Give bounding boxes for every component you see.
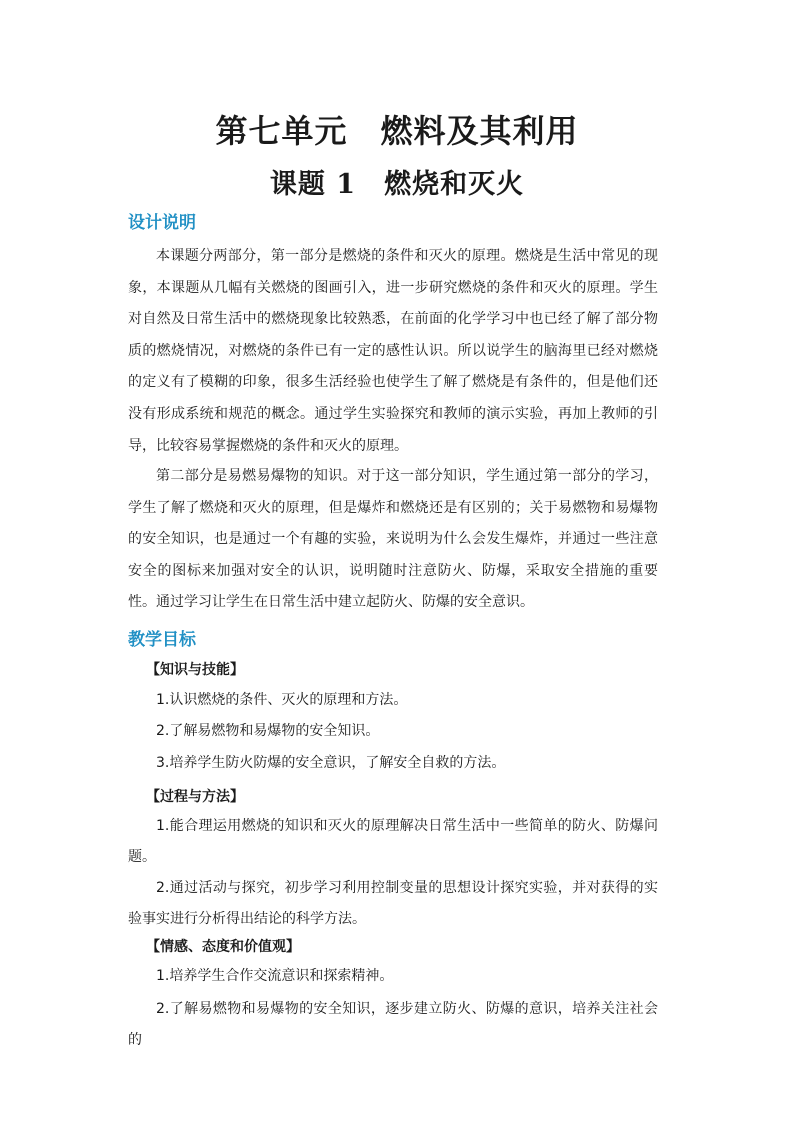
knowledge-item-1: 1.认识燃烧的条件、灭火的原理和方法。	[156, 692, 408, 708]
objectives-heading: 教学目标	[128, 630, 196, 650]
process-item-2: 2.通过活动与探究，初步学习利用控制变量的思想设计探究实验，并对获得的实验事实进行分析得出结论的科学方法。	[128, 880, 658, 927]
unit-title: 第七单元 燃料及其利用	[215, 112, 579, 150]
process-subheading: 【过程与方法】	[146, 789, 244, 805]
design-paragraph-1: 本课题分两部分，第一部分是燃烧的条件和灭火的原理。燃烧是生活中常见的现象，本课题从几幅有关燃烧的图画引入，进一步研究燃烧的条件和灭火的原理。学生对自然及日常生活中的燃烧现象比较熟悉，在前面的化学学习中也已经了解了部分物质的燃烧情况，对燃烧的条件已有一定的感性认识。所以说学生的脑海里已经对燃烧的定义有了模糊的印象，很多生活经验也使学生了解了燃烧是有条件的，但是他们还没有形成系统和规范的概念。通过学生实验探究和教师的演示实验，再加上教师的引导，比较容易掌握燃烧的条件和灭火的原理。	[128, 248, 658, 454]
design-heading: 设计说明	[128, 213, 196, 233]
knowledge-item-3: 3.培养学生防火防爆的安全意识，了解安全自救的方法。	[156, 755, 506, 771]
emotion-subheading: 【情感、态度和价值观】	[146, 939, 300, 955]
knowledge-subheading: 【知识与技能】	[146, 662, 244, 678]
knowledge-item-2: 2.了解易燃物和易爆物的安全知识。	[156, 723, 380, 739]
design-paragraph-2: 第二部分是易燃易爆物的知识。对于这一部分知识，学生通过第一部分的学习，学生了解了燃烧和灭火的原理，但是爆炸和燃烧还是有区别的；关于易燃物和易爆物的安全知识，也是通过一个有趣的实验，来说明为什么会发生爆炸，并通过一些注意安全的图标来加强对安全的认识，说明随时注意防火、防爆，采取安全措施的重要性。通过学习让学生在日常生活中建立起防火、防爆的安全意识。	[128, 468, 658, 611]
lesson-title: 课题 1 燃烧和灭火	[269, 169, 525, 200]
process-item-1: 1.能合理运用燃烧的知识和灭火的原理解决日常生活中一些简单的防火、防爆问题。	[128, 818, 658, 865]
emotion-item-2: 2.了解易燃物和易爆物的安全知识，逐步建立防火、防爆的意识，培养关注社会的	[128, 1001, 658, 1048]
emotion-item-1: 1.培养学生合作交流意识和探索精神。	[156, 968, 394, 984]
